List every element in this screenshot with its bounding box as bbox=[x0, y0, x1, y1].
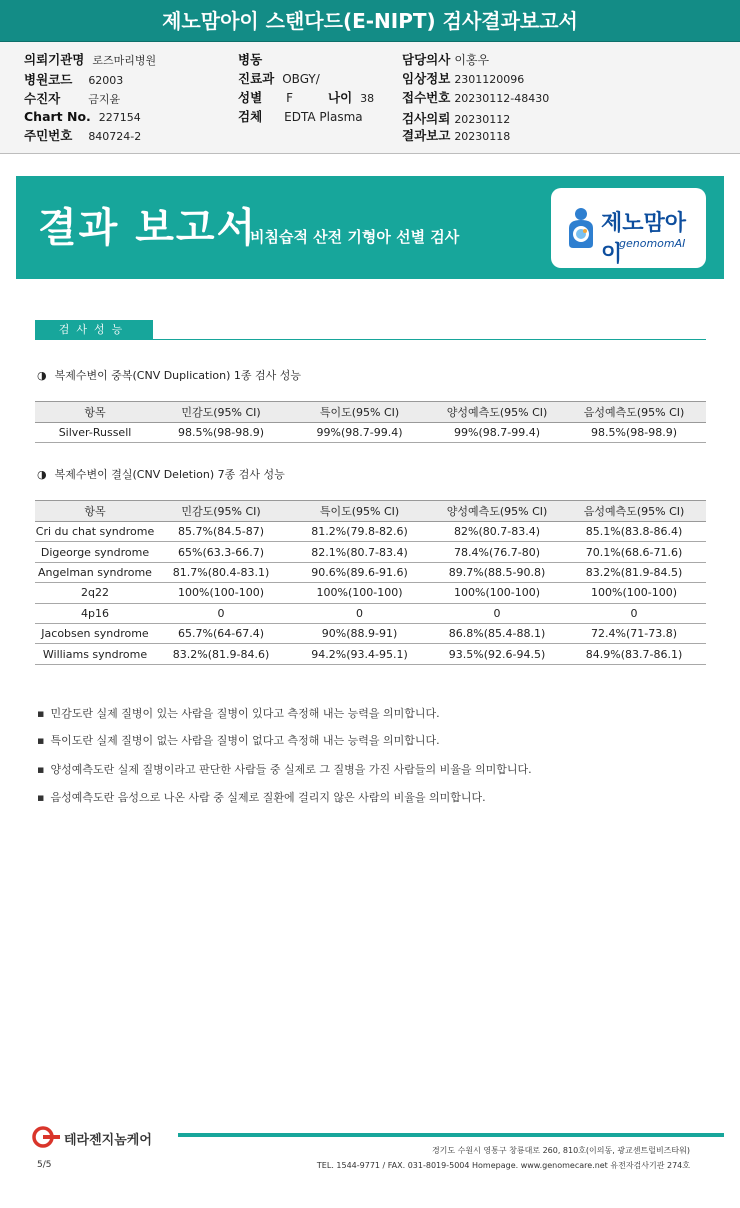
receipt-no-value: 20230112-48430 bbox=[454, 92, 550, 105]
duplication-table bbox=[35, 401, 706, 443]
table-cell: 0 bbox=[432, 603, 562, 623]
table-cell: 99%(98.7-99.4) bbox=[432, 423, 562, 443]
table-cell: 81.7%(80.4-83.1) bbox=[155, 562, 287, 582]
collector-label: 수진자 bbox=[24, 91, 61, 106]
report-date-label: 결과보고 bbox=[402, 128, 451, 143]
table-cell: 93.5%(92.6-94.5) bbox=[432, 644, 562, 664]
table-cell: 84.9%(83.7-86.1) bbox=[562, 644, 706, 664]
banner-subtitle: 비침습적 산전 기형아 선별 검사 bbox=[250, 228, 460, 246]
table-cell: 98.5%(98-98.9) bbox=[155, 423, 287, 443]
table-cell: 90.6%(89.6-91.6) bbox=[287, 562, 432, 582]
table-row bbox=[35, 623, 706, 643]
ward-label: 병동 bbox=[238, 52, 263, 67]
half-circle-icon: ◑ bbox=[37, 369, 47, 382]
note-text: 양성예측도란 실제 질병이라고 판단한 사람들 중 실제로 그 질병을 가진 사람들의 비율을 의미합니다. bbox=[50, 763, 532, 776]
clinical-info-label: 임상정보 bbox=[402, 71, 451, 86]
age-value: 38 bbox=[360, 92, 375, 105]
result-banner bbox=[16, 176, 724, 279]
collector-value: 금지윤 bbox=[88, 93, 121, 106]
deletion-table bbox=[35, 500, 706, 665]
table-cell: 65.7%(64-67.4) bbox=[155, 623, 287, 643]
specimen-label: 검체 bbox=[238, 109, 263, 124]
col-header: 음성예측도(95% CI) bbox=[562, 402, 706, 423]
table-cell: 72.4%(71-73.8) bbox=[562, 623, 706, 643]
table-cell: 89.7%(88.5-90.8) bbox=[432, 562, 562, 582]
receipt-no-label: 접수번호 bbox=[402, 90, 451, 105]
chart-no-value: 227154 bbox=[98, 111, 141, 124]
doctor-field bbox=[402, 50, 489, 68]
table-row bbox=[35, 522, 706, 542]
institution-field bbox=[24, 50, 156, 68]
table-cell: 100%(100-100) bbox=[155, 583, 287, 603]
specimen-value: EDTA Plasma bbox=[284, 110, 363, 124]
table-cell: 0 bbox=[562, 603, 706, 623]
genomomai-logo bbox=[551, 188, 706, 268]
col-header: 민감도(95% CI) bbox=[155, 501, 287, 522]
bullet-icon: ▪ bbox=[37, 791, 45, 804]
col-header: 양성예측도(95% CI) bbox=[432, 402, 562, 423]
age-label: 나이 bbox=[328, 90, 353, 105]
table-row bbox=[35, 542, 706, 562]
mother-baby-icon bbox=[563, 206, 599, 250]
report-title: 제노맘아이 스탠다드(E-NIPT) 검사결과보고서 bbox=[0, 0, 740, 42]
deletion-heading-text: 복제수변이 결실(CNV Deletion) 7종 검사 성능 bbox=[54, 468, 285, 481]
table-cell: 85.1%(83.8-86.4) bbox=[562, 522, 706, 542]
bullet-icon: ▪ bbox=[37, 707, 45, 720]
note-text: 특이도란 실제 질병이 없는 사람을 질병이 없다고 측정해 내는 능력을 의미합니다. bbox=[50, 734, 440, 747]
table-cell: 0 bbox=[287, 603, 432, 623]
table-cell: 100%(100-100) bbox=[562, 583, 706, 603]
bullet-icon: ▪ bbox=[37, 734, 45, 747]
chart-no-field bbox=[24, 109, 141, 124]
bullet-icon: ▪ bbox=[37, 763, 45, 776]
footer-divider bbox=[178, 1133, 724, 1137]
table-cell: Angelman syndrome bbox=[35, 562, 155, 582]
hospital-code-label: 병원코드 bbox=[24, 72, 73, 87]
note-sensitivity bbox=[37, 705, 440, 721]
hospital-code-field bbox=[24, 70, 123, 88]
table-header-row bbox=[35, 501, 706, 522]
table-cell: Cri du chat syndrome bbox=[35, 522, 155, 542]
note-text: 민감도란 실제 질병이 있는 사람을 질병이 있다고 측정해 내는 능력을 의미합니다. bbox=[50, 707, 440, 720]
page-number: 5/5 bbox=[37, 1160, 52, 1170]
sex-field bbox=[238, 88, 293, 106]
col-header: 민감도(95% CI) bbox=[155, 402, 287, 423]
receipt-no-field bbox=[402, 88, 549, 106]
table-cell: 100%(100-100) bbox=[432, 583, 562, 603]
table-cell: 65%(63.3-66.7) bbox=[155, 542, 287, 562]
table-cell: 2q22 bbox=[35, 583, 155, 603]
col-header: 양성예측도(95% CI) bbox=[432, 501, 562, 522]
request-date-field bbox=[402, 109, 510, 127]
table-cell: 81.2%(79.8-82.6) bbox=[287, 522, 432, 542]
request-date-value: 20230112 bbox=[454, 113, 511, 126]
table-cell: 82.1%(80.7-83.4) bbox=[287, 542, 432, 562]
note-text: 음성예측도란 음성으로 나온 사람 중 실제로 질환에 걸리지 않은 사람의 비율을 의미합니다. bbox=[50, 791, 486, 804]
duplication-heading-text: 복제수변이 중복(CNV Duplication) 1종 검사 성능 bbox=[54, 369, 302, 382]
duplication-heading bbox=[37, 367, 301, 383]
department-field bbox=[238, 69, 320, 87]
table-cell: Jacobsen syndrome bbox=[35, 623, 155, 643]
specimen-field bbox=[238, 107, 363, 125]
hospital-code-value: 62003 bbox=[88, 74, 124, 87]
institution-label: 의뢰기관명 bbox=[24, 52, 85, 67]
table-cell: 98.5%(98-98.9) bbox=[562, 423, 706, 443]
chart-no-label: Chart No. bbox=[24, 109, 91, 124]
table-cell: 70.1%(68.6-71.6) bbox=[562, 542, 706, 562]
institution-value: 로즈마리병원 bbox=[92, 54, 157, 67]
resident-id-field bbox=[24, 126, 141, 144]
deletion-heading bbox=[37, 466, 285, 482]
company-contact: TEL. 1544-9771 / FAX. 031-8019-5004 Homepage. www.genomecare.net 유전자검사기관 274호 bbox=[316, 1161, 690, 1170]
collector-field bbox=[24, 89, 120, 107]
department-label: 진료과 bbox=[238, 71, 275, 86]
table-cell: 94.2%(93.4-95.1) bbox=[287, 644, 432, 664]
table-cell: 99%(98.7-99.4) bbox=[287, 423, 432, 443]
col-header: 음성예측도(95% CI) bbox=[562, 501, 706, 522]
report-date-field bbox=[402, 126, 510, 144]
clinical-info-field bbox=[402, 69, 524, 87]
company-name: 테라젠지놈케어 bbox=[64, 1133, 152, 1148]
doctor-value: 이홍우 bbox=[454, 53, 490, 67]
patient-info-panel bbox=[0, 42, 740, 154]
half-circle-icon: ◑ bbox=[37, 468, 47, 481]
note-ppv bbox=[37, 761, 532, 777]
table-row bbox=[35, 603, 706, 623]
col-header: 항목 bbox=[35, 501, 155, 522]
resident-id-label: 주민번호 bbox=[24, 128, 73, 143]
ward-field bbox=[238, 50, 270, 68]
report-date-value: 20230118 bbox=[454, 130, 511, 143]
doctor-label: 담당의사 bbox=[402, 52, 451, 67]
table-cell: 0 bbox=[155, 603, 287, 623]
department-value: OBGY/ bbox=[282, 72, 320, 86]
banner-title: 결과 보고서 bbox=[38, 205, 258, 251]
table-cell: Digeorge syndrome bbox=[35, 542, 155, 562]
table-row bbox=[35, 583, 706, 603]
table-cell: 86.8%(85.4-88.1) bbox=[432, 623, 562, 643]
company-address: 경기도 수원시 영통구 창룡대로 260, 810호(이의동, 광교센트럴비즈타워) bbox=[431, 1146, 690, 1155]
note-specificity bbox=[37, 732, 440, 748]
resident-id-value: 840724-2 bbox=[88, 130, 142, 143]
clinical-info-value: 2301120096 bbox=[454, 73, 525, 86]
theragen-logo-icon bbox=[32, 1126, 62, 1148]
table-row bbox=[35, 644, 706, 664]
section-tab-performance: 검사성능 bbox=[35, 320, 153, 340]
note-npv bbox=[37, 789, 486, 805]
request-date-label: 검사의뢰 bbox=[402, 111, 451, 126]
table-cell: Williams syndrome bbox=[35, 644, 155, 664]
table-row bbox=[35, 423, 706, 443]
col-header: 항목 bbox=[35, 402, 155, 423]
table-row bbox=[35, 562, 706, 582]
logo-subtext: genomomAI bbox=[619, 237, 686, 250]
logo-text: 제노맘아이 bbox=[601, 211, 687, 267]
table-header-row bbox=[35, 402, 706, 423]
col-header: 특이도(95% CI) bbox=[287, 402, 432, 423]
table-cell: 83.2%(81.9-84.5) bbox=[562, 562, 706, 582]
table-cell: Silver-Russell bbox=[35, 423, 155, 443]
sex-value: F bbox=[286, 91, 294, 105]
sex-label: 성별 bbox=[238, 90, 263, 105]
table-cell: 82%(80.7-83.4) bbox=[432, 522, 562, 542]
table-cell: 78.4%(76.7-80) bbox=[432, 542, 562, 562]
col-header: 특이도(95% CI) bbox=[287, 501, 432, 522]
table-cell: 100%(100-100) bbox=[287, 583, 432, 603]
table-cell: 90%(88.9-91) bbox=[287, 623, 432, 643]
table-cell: 4p16 bbox=[35, 603, 155, 623]
table-cell: 85.7%(84.5-87) bbox=[155, 522, 287, 542]
section-divider bbox=[35, 339, 706, 340]
table-cell: 83.2%(81.9-84.6) bbox=[155, 644, 287, 664]
age-field bbox=[328, 88, 374, 106]
